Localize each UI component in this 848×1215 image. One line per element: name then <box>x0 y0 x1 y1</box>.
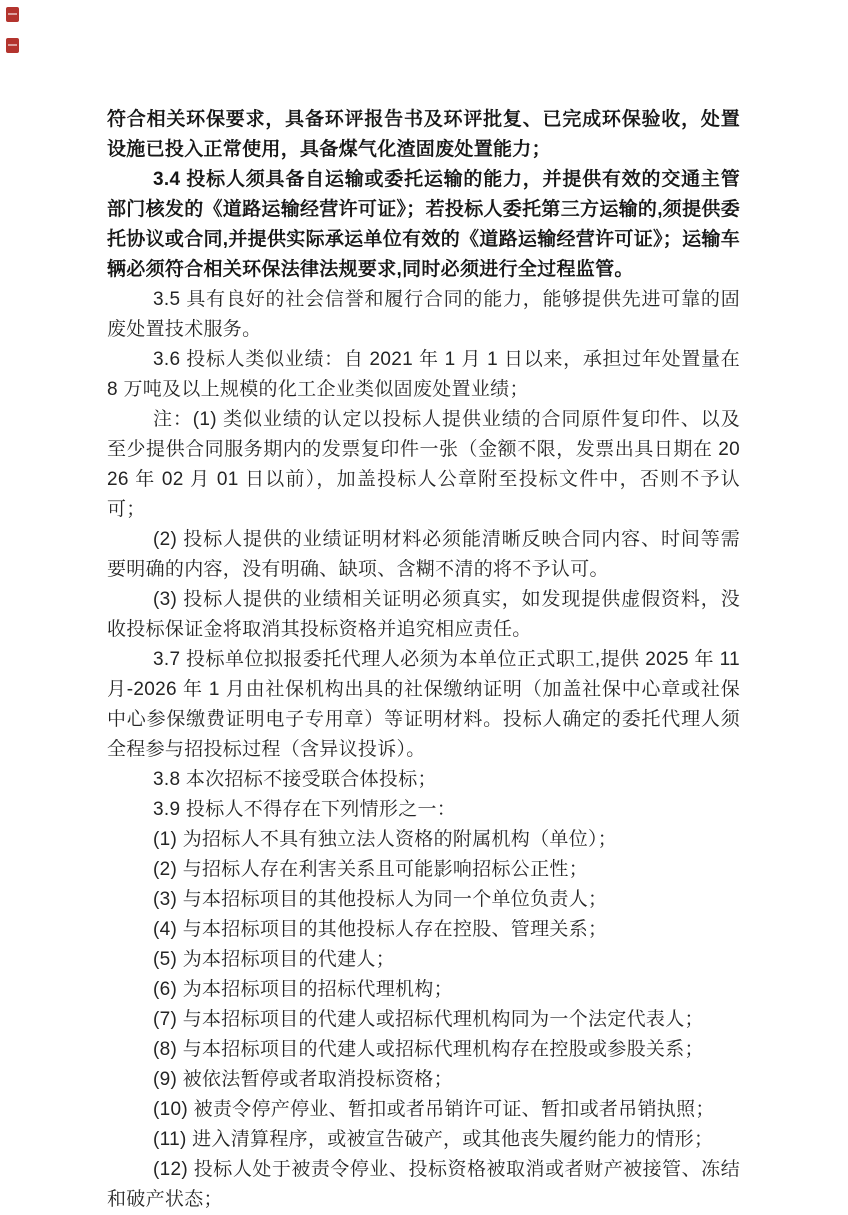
document-paragraph-clause-3-9-item-3: (3) 与本招标项目的其他投标人为同一个单位负责人； <box>153 889 608 910</box>
document-paragraph-clause-3-9-item-11: (11) 进入清算程序，或被宣告破产，或其他丧失履约能力的情形； <box>153 1129 714 1150</box>
document-paragraph-clause-3-9-item-5: (5) 为本招标项目的代建人； <box>153 949 396 970</box>
document-paragraph-clause-3-3-continued: 符合相关环保要求，具备环评报告书及环评批复、已完成环保验收，处置设施已投入正常使用，具备煤气化渣固废处置能力； <box>107 109 740 160</box>
red-stamp-mark <box>6 7 19 22</box>
document-paragraph-clause-3-6-note-1: 注：(1) 类似业绩的认定以投标人提供业绩的合同原件复印件、以及至少提供合同服务期内的发票复印件一张（金额不限，发票出具日期在 2026 年 02 月 01 日以前），加盖投标人公章附至投标文件中，否则不予认可； <box>107 409 740 520</box>
document-paragraph-clause-3-6-note-3: (3) 投标人提供的业绩相关证明必须真实，如发现提供虚假资料，没收投标保证金将取消其投标资格并追究相应责任。 <box>107 589 740 640</box>
document-paragraph-clause-3-9-item-2: (2) 与招标人存在利害关系且可能影响招标公正性； <box>153 859 589 880</box>
document-paragraph-clause-3-5: 3.5 具有良好的社会信誉和履行合同的能力，能够提供先进可靠的固废处置技术服务。 <box>107 289 740 340</box>
document-paragraph-clause-3-9-item-7: (7) 与本招标项目的代建人或招标代理机构同为一个法定代表人； <box>153 1009 704 1030</box>
document-paragraph-clause-3-8: 3.8 本次招标不接受联合体投标； <box>153 769 437 790</box>
document-paragraph-clause-3-9-item-9: (9) 被依法暂停或者取消投标资格； <box>153 1069 453 1090</box>
document-paragraph-clause-3-9-item-6: (6) 为本招标项目的招标代理机构； <box>153 979 453 1000</box>
document-paragraph-clause-3-9: 3.9 投标人不得存在下列情形之一： <box>153 799 457 820</box>
document-paragraph-clause-3-6: 3.6 投标人类似业绩：自 2021 年 1 月 1 日以来，承担过年处置量在 8 万吨及以上规模的化工企业类似固废处置业绩； <box>107 349 740 400</box>
document-paragraph-clause-3-9-item-4: (4) 与本招标项目的其他投标人存在控股、管理关系； <box>153 919 608 940</box>
document-body <box>107 105 740 1215</box>
document-paragraph-clause-3-9-item-12: (12) 投标人处于被责令停业、投标资格被取消或者财产被接管、冻结和破产状态； <box>107 1159 740 1210</box>
document-paragraph-clause-3-6-note-2: (2) 投标人提供的业绩证明材料必须能清晰反映合同内容、时间等需要明确的内容，没有明确、缺项、含糊不清的将不予认可。 <box>107 529 740 580</box>
red-stamp-mark <box>6 38 19 53</box>
document-paragraph-clause-3-9-item-10: (10) 被责令停产停业、暂扣或者吊销许可证、暂扣或者吊销执照； <box>153 1099 715 1120</box>
document-paragraph-clause-3-9-item-1: (1) 为招标人不具有独立法人资格的附属机构（单位）； <box>153 829 618 850</box>
document-paragraph-clause-3-4: 3.4 投标人须具备自运输或委托运输的能力，并提供有效的交通主管部门核发的《道路运输经营许可证》；若投标人委托第三方运输的,须提供委托协议或合同,并提供实际承运单位有效的《道路运输经营许可证》；运输车辆必须符合相关环保法律法规要求,同时必须进行全过程监管。 <box>107 169 740 280</box>
document-paragraph-clause-3-9-item-8: (8) 与本招标项目的代建人或招标代理机构存在控股或参股关系； <box>153 1039 704 1060</box>
document-paragraph-clause-3-7: 3.7 投标单位拟报委托代理人必须为本单位正式职工,提供 2025 年 11 月-2026 年 1 月由社保机构出具的社保缴纳证明（加盖社保中心章或社保中心参保缴费证明电子专用章）等证明材料。投标人确定的委托代理人须全程参与招投标过程（含异议投诉）。 <box>107 649 740 760</box>
